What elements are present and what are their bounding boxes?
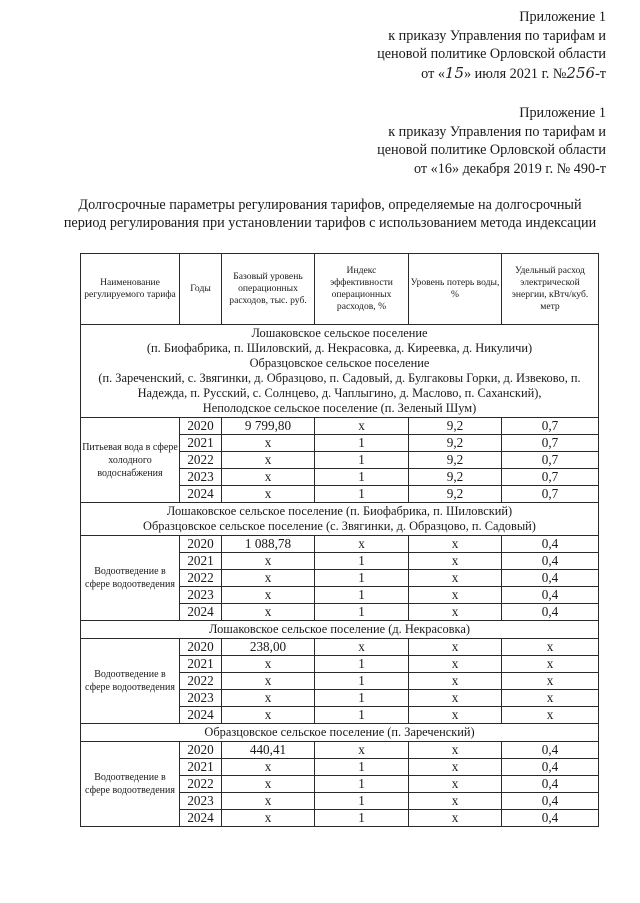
energy-consumption-cell: 0,4	[502, 759, 599, 776]
energy-consumption-cell: х	[502, 707, 599, 724]
table-row	[81, 639, 599, 656]
energy-consumption-cell: х	[502, 673, 599, 690]
water-loss-cell: х	[409, 690, 502, 707]
energy-consumption-cell: 0,4	[502, 587, 599, 604]
tariff-name-cell: Питьевая вода в сфере холодного водоснабжения	[81, 418, 180, 503]
handwritten-day: 15	[444, 63, 465, 82]
section-heading-line: Лошаковское сельское поселение (п. Биофабрика, п. Шиловский)	[166, 504, 513, 518]
date-prefix: от «	[421, 65, 445, 82]
water-loss-cell: х	[409, 759, 502, 776]
efficiency-index-cell: 1	[315, 707, 409, 724]
water-loss-cell: 9,2	[409, 452, 502, 469]
section-heading-line: (п. Зареченский, с. Звягинки, д. Образцово, п. Садовый, д. Булгаковы Горки, д. Извеково, п. Надежда, п. Русский, с. Солнцево, д. Чаплыгино, д. Маслово, п. Саханский),	[98, 371, 581, 400]
year-cell: 2022	[180, 570, 222, 587]
base-opex-cell: 9 799,80	[222, 418, 315, 435]
col-header-base-opex: Базовый уровень операционных расходов, тыс. руб.	[222, 254, 315, 325]
water-loss-cell: х	[409, 776, 502, 793]
efficiency-index-cell: х	[315, 418, 409, 435]
base-opex-cell: х	[222, 486, 315, 503]
handwritten-order-number: 256	[566, 63, 596, 82]
base-opex-cell: х	[222, 469, 315, 486]
appendix-original-header	[377, 104, 606, 178]
year-cell: 2024	[180, 604, 222, 621]
table-row	[81, 536, 599, 553]
col-header-water-loss: Уровень потерь воды, %	[409, 254, 502, 325]
col-header-energy-consumption: Удельный расход электрической энергии, кВтч/куб. метр	[502, 254, 599, 325]
year-cell: 2021	[180, 435, 222, 452]
efficiency-index-cell: х	[315, 639, 409, 656]
energy-consumption-cell: 0,7	[502, 418, 599, 435]
energy-consumption-cell: 0,4	[502, 570, 599, 587]
water-loss-cell: 9,2	[409, 418, 502, 435]
year-cell: 2022	[180, 673, 222, 690]
energy-consumption-cell: 0,7	[502, 435, 599, 452]
document-title: Долгосрочные параметры регулирования тарифов, определяемые на долгосрочный период регулирования при установлении тарифов с использованием метода индексации	[63, 197, 597, 231]
base-opex-cell: х	[222, 452, 315, 469]
energy-consumption-cell: 0,4	[502, 793, 599, 810]
water-loss-cell: х	[409, 639, 502, 656]
base-opex-cell: х	[222, 587, 315, 604]
base-opex-cell: х	[222, 435, 315, 452]
water-loss-cell: х	[409, 742, 502, 759]
base-opex-cell: 1 088,78	[222, 536, 315, 553]
section-heading-line: Образцовское сельское поселение (п. Зареченский)	[204, 725, 475, 739]
energy-consumption-cell: 0,4	[502, 553, 599, 570]
table-row	[81, 418, 599, 435]
appendix-original-line1: Приложение 1	[519, 105, 606, 121]
year-cell: 2022	[180, 776, 222, 793]
water-loss-cell: 9,2	[409, 469, 502, 486]
energy-consumption-cell: 0,4	[502, 810, 599, 827]
tariff-name-cell: Водоотведение в сфере водоотведения	[81, 536, 180, 621]
efficiency-index-cell: 1	[315, 486, 409, 503]
section-heading	[81, 621, 599, 639]
base-opex-cell: 238,00	[222, 639, 315, 656]
water-loss-cell: х	[409, 587, 502, 604]
efficiency-index-cell: х	[315, 742, 409, 759]
table-row	[81, 742, 599, 759]
appendix-original-line3: ценовой политике Орловской области	[377, 142, 606, 158]
efficiency-index-cell: 1	[315, 570, 409, 587]
efficiency-index-cell: 1	[315, 690, 409, 707]
appendix-original-line2: к приказу Управления по тарифам и	[388, 123, 606, 140]
water-loss-cell: х	[409, 536, 502, 553]
year-cell: 2020	[180, 742, 222, 759]
efficiency-index-cell: 1	[315, 810, 409, 827]
energy-consumption-cell: 0,7	[502, 469, 599, 486]
efficiency-index-cell: 1	[315, 604, 409, 621]
year-cell: 2024	[180, 486, 222, 503]
base-opex-cell: х	[222, 604, 315, 621]
year-cell: 2020	[180, 639, 222, 656]
section-heading	[81, 325, 599, 418]
section-heading-row	[81, 621, 599, 639]
water-loss-cell: 9,2	[409, 435, 502, 452]
energy-consumption-cell: 0,7	[502, 486, 599, 503]
section-heading-line: (п. Биофабрика, п. Шиловский, д. Некрасовка, д. Киреевка, д. Никуличи)	[146, 341, 533, 355]
efficiency-index-cell: 1	[315, 793, 409, 810]
efficiency-index-cell: 1	[315, 435, 409, 452]
efficiency-index-cell: х	[315, 536, 409, 553]
section-heading-line: Неполодское сельское поселение (п. Зеленый Шум)	[202, 401, 477, 415]
energy-consumption-cell: х	[502, 639, 599, 656]
year-cell: 2020	[180, 536, 222, 553]
efficiency-index-cell: 1	[315, 759, 409, 776]
water-loss-cell: х	[409, 793, 502, 810]
efficiency-index-cell: 1	[315, 587, 409, 604]
year-cell: 2023	[180, 469, 222, 486]
appendix-current-line1: Приложение 1	[519, 9, 606, 25]
section-heading-line: Образцовское сельское поселение	[249, 356, 430, 370]
energy-consumption-cell: 0,4	[502, 776, 599, 793]
date-mid: » июля 2021 г. №	[464, 65, 567, 82]
energy-consumption-cell: 0,7	[502, 452, 599, 469]
water-loss-cell: х	[409, 570, 502, 587]
water-loss-cell: 9,2	[409, 486, 502, 503]
water-loss-cell: х	[409, 707, 502, 724]
base-opex-cell: х	[222, 759, 315, 776]
section-heading-row	[81, 724, 599, 742]
section-heading-line: Лошаковское сельское поселение (д. Некрасовка)	[209, 622, 470, 636]
base-opex-cell: х	[222, 553, 315, 570]
efficiency-index-cell: 1	[315, 656, 409, 673]
appendix-current-header	[377, 8, 606, 83]
base-opex-cell: х	[222, 673, 315, 690]
year-cell: 2024	[180, 810, 222, 827]
energy-consumption-cell: 0,4	[502, 536, 599, 553]
base-opex-cell: х	[222, 776, 315, 793]
base-opex-cell: х	[222, 707, 315, 724]
base-opex-cell: х	[222, 570, 315, 587]
year-cell: 2022	[180, 452, 222, 469]
col-header-tariff-name: Наименование регулируемого тарифа	[81, 254, 180, 325]
table-header-row	[81, 254, 599, 325]
efficiency-index-cell: 1	[315, 469, 409, 486]
tariff-name-cell: Водоотведение в сфере водоотведения	[81, 742, 180, 827]
appendix-current-line3: ценовой политике Орловской области	[377, 46, 606, 62]
efficiency-index-cell: 1	[315, 452, 409, 469]
year-cell: 2023	[180, 793, 222, 810]
base-opex-cell: 440,41	[222, 742, 315, 759]
parameters-table	[80, 253, 599, 827]
water-loss-cell: х	[409, 673, 502, 690]
water-loss-cell: х	[409, 656, 502, 673]
energy-consumption-cell: 0,4	[502, 742, 599, 759]
water-loss-cell: х	[409, 553, 502, 570]
efficiency-index-cell: 1	[315, 776, 409, 793]
order-suffix: -т	[595, 65, 606, 82]
col-header-efficiency-index: Индекс эффективности операционных расходов, %	[315, 254, 409, 325]
year-cell: 2023	[180, 690, 222, 707]
section-heading-line: Образцовское сельское поселение (с. Звягинки, д. Образцово, п. Садовый)	[143, 519, 536, 533]
year-cell: 2021	[180, 656, 222, 673]
appendix-current-date-line	[377, 64, 606, 84]
water-loss-cell: х	[409, 604, 502, 621]
year-cell: 2021	[180, 553, 222, 570]
appendix-current-line2: к приказу Управления по тарифам и	[388, 27, 606, 44]
efficiency-index-cell: 1	[315, 553, 409, 570]
base-opex-cell: х	[222, 690, 315, 707]
section-heading-line: Лошаковское сельское поселение	[251, 326, 428, 340]
tariff-name-cell: Водоотведение в сфере водоотведения	[81, 639, 180, 724]
energy-consumption-cell: 0,4	[502, 604, 599, 621]
section-heading-row	[81, 503, 599, 536]
year-cell: 2023	[180, 587, 222, 604]
base-opex-cell: х	[222, 656, 315, 673]
year-cell: 2021	[180, 759, 222, 776]
col-header-years: Годы	[180, 254, 222, 325]
base-opex-cell: х	[222, 793, 315, 810]
year-cell: 2024	[180, 707, 222, 724]
section-heading	[81, 503, 599, 536]
base-opex-cell: х	[222, 810, 315, 827]
year-cell: 2020	[180, 418, 222, 435]
section-heading-row	[81, 325, 599, 418]
energy-consumption-cell: х	[502, 690, 599, 707]
water-loss-cell: х	[409, 810, 502, 827]
energy-consumption-cell: х	[502, 656, 599, 673]
appendix-original-line4: от «16» декабря 2019 г. № 490-т	[414, 160, 606, 177]
section-heading	[81, 724, 599, 742]
efficiency-index-cell: 1	[315, 673, 409, 690]
